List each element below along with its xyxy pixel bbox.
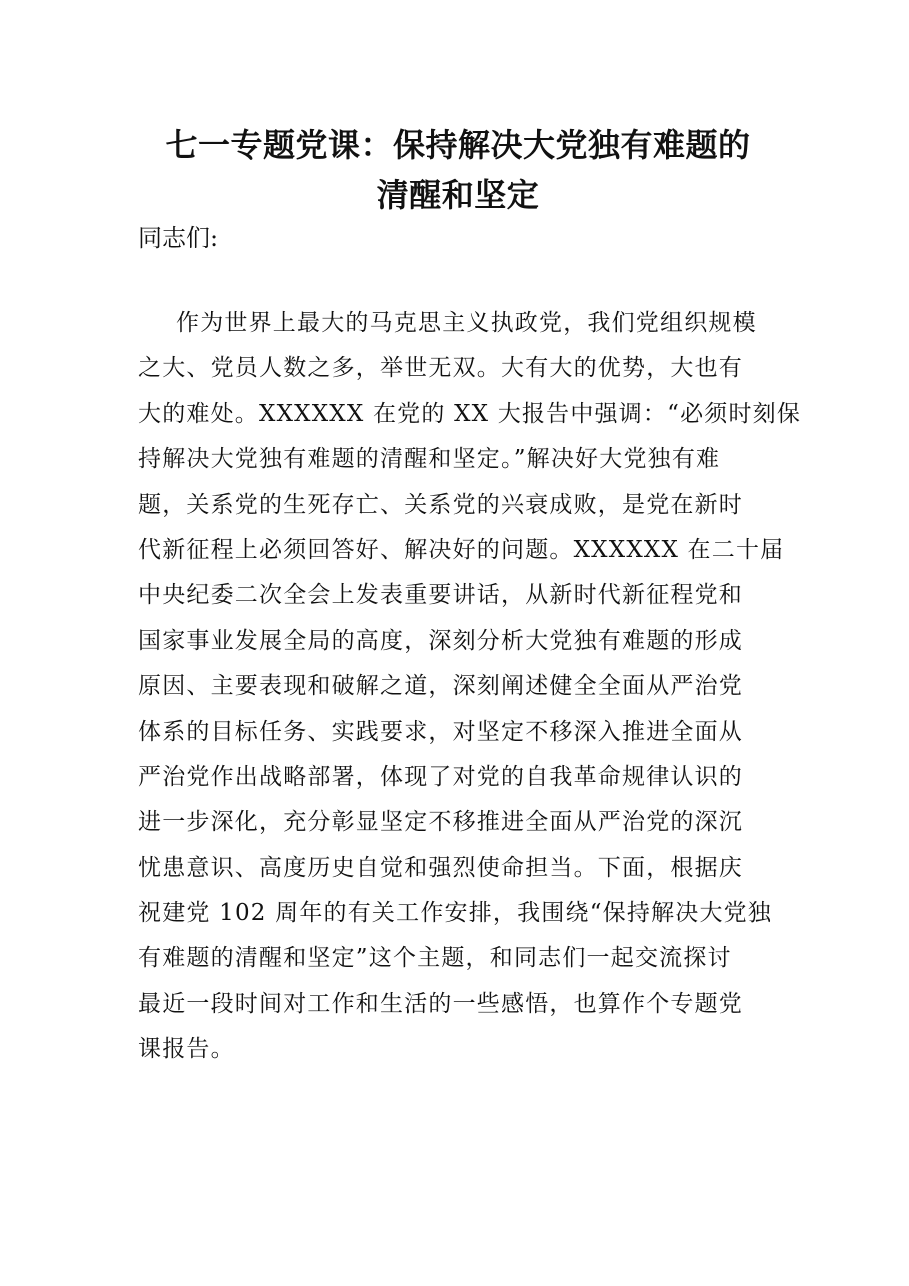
document-title [120,120,796,220]
paragraph-line: 题，关系党的生死存亡、关系党的兴衰成败，是党在新时 [138,491,743,518]
paragraph-line: 作为世界上最大的马克思主义执政党，我们党组织规模 [176,310,757,336]
paragraph-line: 之大、党员人数之多，举世无双。大有大的优势，大也有 [138,355,743,382]
paragraph-line: 进一步深化，充分彰显坚定不移推进全面从严治党的深沉 [138,809,743,836]
paragraph-line: 最近一段时间对工作和生活的一些感悟，也算作个专题党 [138,990,743,1017]
paragraph-line: 大的难处。XXXXXX 在党的 XX 大报告中强调：“必须时刻保 [138,400,802,427]
paragraph-line: 原因、主要表现和破解之道，深刻阐述健全全面从严治党 [138,673,743,700]
paragraph-line: 代新征程上必须回答好、解决好的问题。XXXXXX 在二十届 [138,536,785,563]
paragraph-line: 体系的目标任务、实践要求，对坚定不移深入推进全面从 [138,718,743,745]
title-line-1: 七一专题党课：保持解决大党独有难题的 [165,126,751,164]
paragraph-line: 课报告。 [138,1036,235,1063]
paragraph-line: 持解决大党独有难题的清醒和坚定。”解决好大党独有难 [138,446,721,473]
salutation: 同志们: [138,224,219,252]
paragraph-line: 中央纪委二次全会上发表重要讲话，从新时代新征程党和 [138,582,743,609]
paragraph-line: 国家事业发展全局的高度，深刻分析大党独有难题的形成 [138,627,743,654]
paragraph-line: 忧患意识、高度历史自觉和强烈使命担当。下面，根据庆 [138,854,743,881]
paragraph-line: 有难题的清醒和坚定”这个主题，和同志们一起交流探讨 [138,945,732,972]
title-line-2: 清醒和坚定 [376,176,540,214]
paragraph-line: 严治党作出战略部署，体现了对党的自我革命规律认识的 [138,763,743,790]
paragraph-line: 祝建党 102 周年的有关工作安排，我围绕“保持解决大党独 [138,900,773,927]
body-paragraph [138,301,802,1073]
